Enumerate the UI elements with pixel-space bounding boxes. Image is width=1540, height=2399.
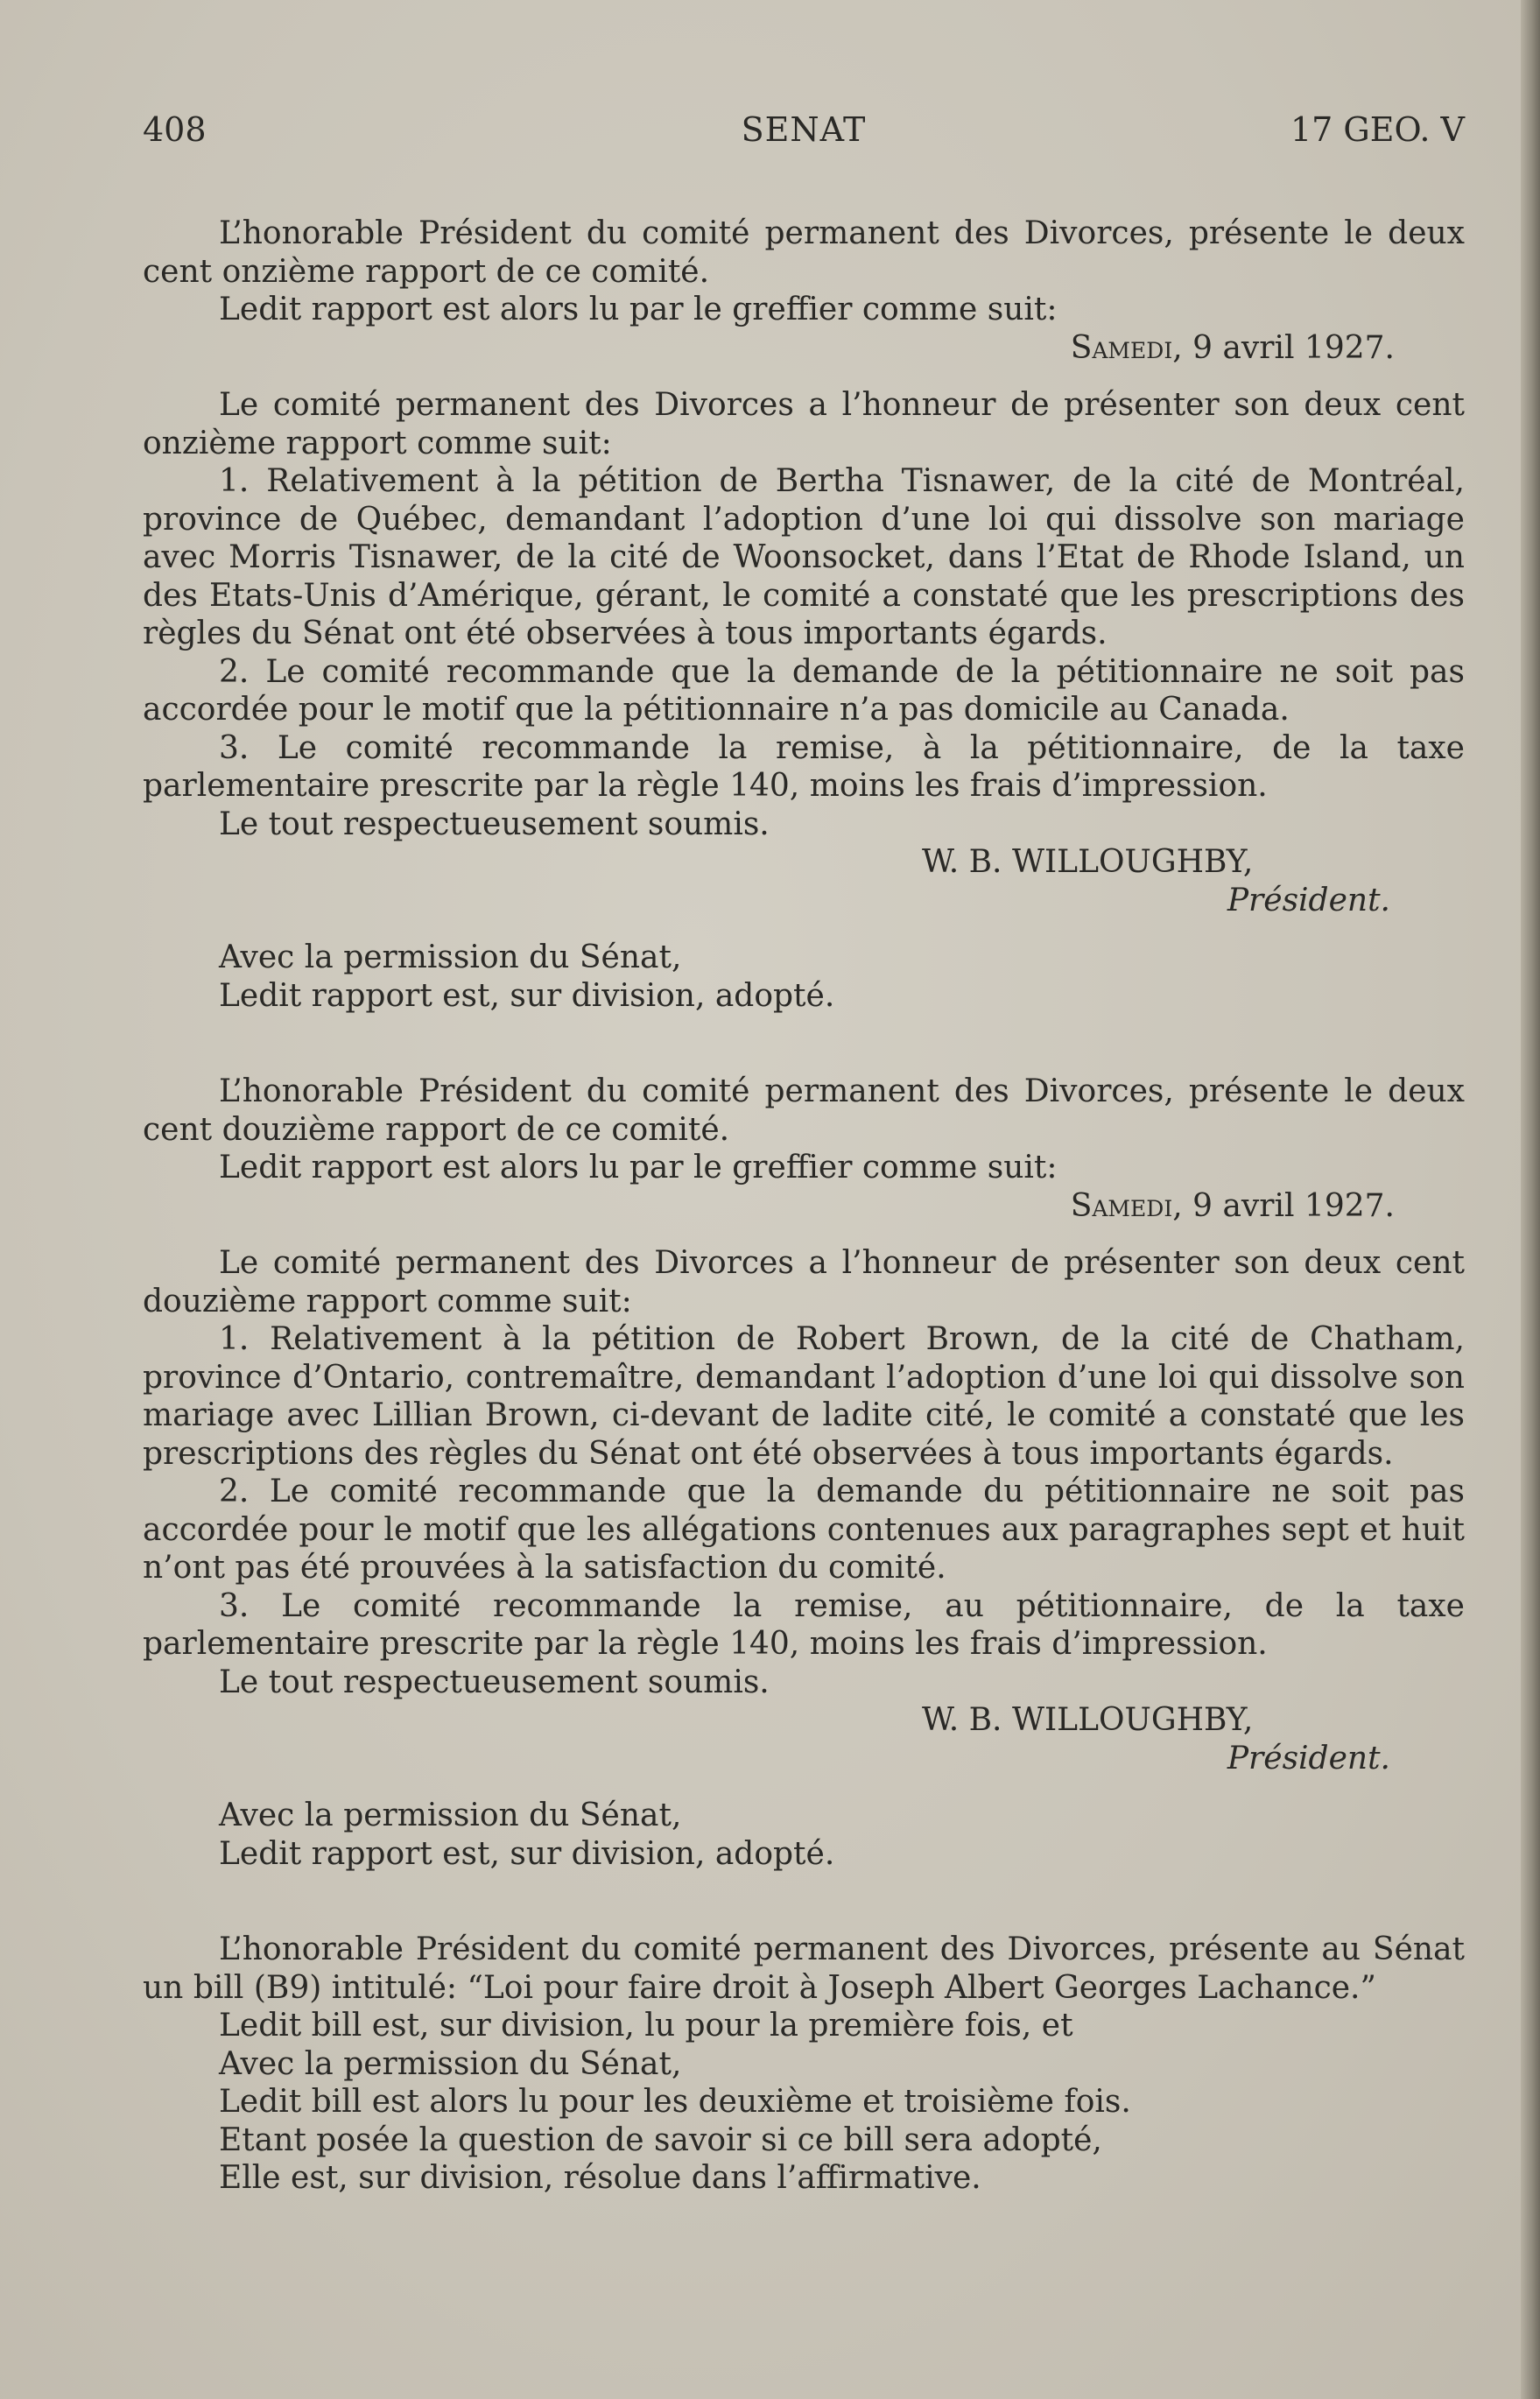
report2-item-2: 2. Le comité recommande que la demande du pétitionnaire ne soit pas accordée pour le motif que les allégations contenues aux paragraphes sept et huit n’ont pas été prouvées à la satisfaction du comité.: [143, 1474, 1465, 1586]
report1-read: Ledit rapport est alors lu par le greffier comme suit:: [219, 292, 1058, 327]
report1-signature: W. B. WILLOUGHBY,: [922, 844, 1254, 880]
report1-title: Président.: [1227, 882, 1390, 918]
report2-date: [143, 1187, 1465, 1226]
page-binding-edge: [1521, 0, 1540, 2399]
report2-closing: Le tout respectueusement soumis.: [219, 1664, 770, 1700]
bill-line-4: Etant posée la question de savoir si ce bill sera adopté,: [219, 2121, 1102, 2158]
report1-date-rest: 9 avril 1927.: [1182, 329, 1395, 366]
report1-para: Le comité permanent des Divorces a l’honneur de présenter son deux cent onzième rapport comme suit:: [143, 387, 1465, 461]
report2-para: Le comité permanent des Divorces a l’honneur de présenter son deux cent douzième rapport comme suit:: [143, 1245, 1465, 1319]
report1-date-day: Samedi,: [1070, 329, 1183, 366]
running-header: [143, 103, 1465, 156]
header-title: SENAT: [741, 110, 867, 149]
report2-date-day: Samedi,: [1070, 1187, 1183, 1224]
report1-motion-2: Ledit rapport est, sur division, adopté.: [219, 977, 835, 1014]
report1-item-2: 2. Le comité recommande que la demande de la pétitionnaire ne soit pas accordée pour le motif que la pétitionnaire n’a pas domicile au Canada.: [143, 653, 1465, 728]
report1-intro: L’honorable Président du comité permanent des Divorces, présente le deux cent onzième rapport de ce comité.: [143, 215, 1465, 290]
report2-signature: W. B. WILLOUGHBY,: [922, 1702, 1254, 1738]
report2-item-3: 3. Le comité recommande la remise, au pétitionnaire, de la taxe parlementaire prescrite par la règle 140, moins les frais d’impression.: [143, 1587, 1465, 1662]
report2-title: Président.: [1227, 1740, 1390, 1776]
bill-line-2: Avec la permission du Sénat,: [219, 2045, 682, 2082]
report1-closing: Le tout respectueusement soumis.: [219, 806, 770, 842]
report1-item-3: 3. Le comité recommande la remise, à la pétitionnaire, de la taxe parlementaire prescrite par la règle 140, moins les frais d’impression.: [143, 729, 1465, 804]
report1-item-1: 1. Relativement à la pétition de Bertha Tisnawer, de la cité de Montréal, province de Québec, demandant l’adoption d’une loi qui dissolve son mariage avec Morris Tisnawer, de la cité de Woonsocket, dans l’Etat de Rhode Island, un des Etats-Unis d’Amérique, gérant, le comité a constaté que les prescriptions des règles du Sénat ont été observées à tous importants égards.: [143, 463, 1465, 651]
report2-intro: L’honorable Président du comité permanent des Divorces, présente le deux cent douzième rapport de ce comité.: [143, 1073, 1465, 1148]
bill-intro: L’honorable Président du comité permanent des Divorces, présente au Sénat un bill (B9) intitulé: “Loi pour faire droit à Joseph Albert Georges Lachance.”: [143, 1931, 1465, 2006]
report1-motion-1: Avec la permission du Sénat,: [219, 939, 682, 975]
header-session: 17 GEO. V: [1290, 110, 1465, 149]
report2-read: Ledit rapport est alors lu par le greffier comme suit:: [219, 1150, 1058, 1185]
report2-motion-2: Ledit rapport est, sur division, adopté.: [219, 1835, 835, 1872]
report2-item-1: 1. Relativement à la pétition de Robert Brown, de la cité de Chatham, province d’Ontario, contremaître, demandant l’adoption d’une loi qui dissolve son mariage avec Lillian Brown, ci-devant de ladite cité, le comité a constaté que les prescriptions des règles du Sénat ont été observées à tous importants égards.: [143, 1321, 1465, 1472]
page-body: [143, 215, 1465, 2198]
bill-line-3: Ledit bill est alors lu pour les deuxième et troisième fois.: [219, 2084, 1131, 2120]
bill-line-1: Ledit bill est, sur division, lu pour la première fois, et: [219, 2008, 1073, 2044]
bill-line-5: Elle est, sur division, résolue dans l’affirmative.: [219, 2160, 981, 2196]
page-number: 408: [143, 110, 207, 149]
report2-motion-1: Avec la permission du Sénat,: [219, 1797, 682, 1833]
report1-date: [143, 329, 1465, 368]
report2-date-rest: 9 avril 1927.: [1182, 1187, 1395, 1224]
